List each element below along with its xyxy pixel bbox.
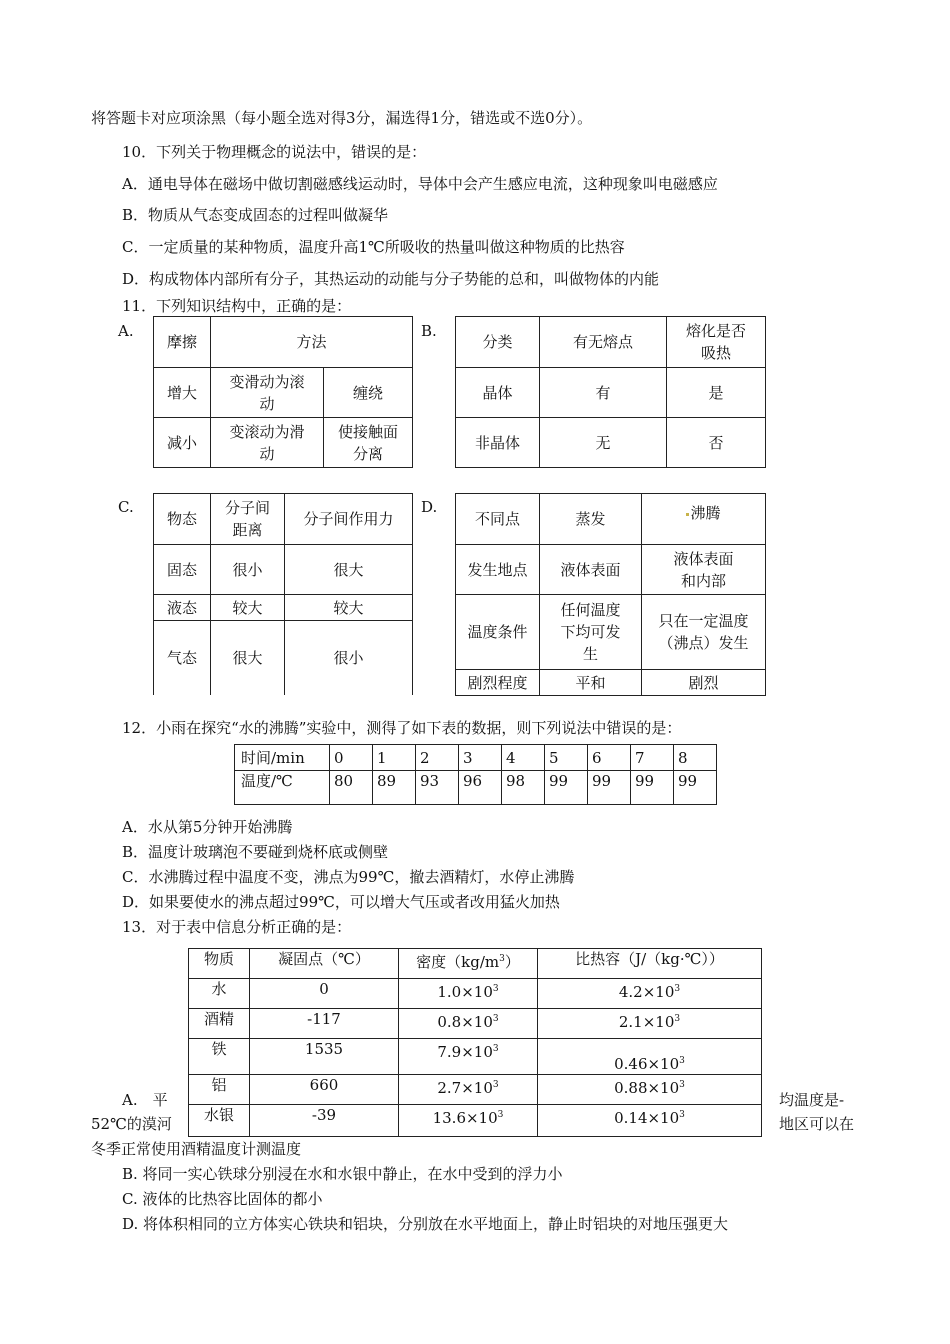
cell: 很大 — [285, 545, 413, 595]
cell: 99 — [674, 771, 717, 805]
q10-option-c: C．一定质量的某种物质，温度升高1℃所吸收的热量叫做这种物质的比热容 — [122, 238, 625, 256]
cell: 气态 — [154, 621, 211, 695]
q13-option-a-left2: 52℃的漠河 — [91, 1115, 172, 1133]
cell: 93 — [416, 771, 459, 805]
q12-stem: 12．小雨在探究“水的沸腾”实验中，测得了如下表的数据，则下列说法中错误的是： — [122, 719, 682, 737]
cell: 5 — [545, 745, 588, 771]
cell: 很大 — [211, 621, 285, 695]
cell: 凝固点（℃） — [250, 949, 399, 979]
cell: 80 — [330, 771, 373, 805]
cell: 分类 — [456, 317, 540, 368]
cell: $0.46\times 10^3$ — [538, 1039, 762, 1075]
cell: 液体表面 — [540, 545, 642, 595]
cell: 减小 — [154, 418, 211, 468]
cell: 6 — [588, 745, 631, 771]
q13-option-b: B. 将同一实心铁球分别浸在水和水银中静止，在水中受到的浮力小 — [122, 1165, 563, 1183]
q10-option-b: B．物质从气态变成固态的过程叫做凝华 — [122, 206, 389, 224]
cell: 98 — [502, 771, 545, 805]
cell: $2.7\times 10^3$ — [399, 1075, 538, 1105]
cell: 蒸发 — [540, 494, 642, 545]
q13-data-table — [188, 948, 762, 1137]
q12-data-table — [234, 744, 717, 805]
cell: 否 — [667, 418, 766, 468]
cell: 变滚动为滑 动 — [211, 418, 324, 468]
instruction-text: 将答题卡对应项涂黑（每小题全选对得3分，漏选得1分，错选或不选0分）。 — [91, 109, 593, 127]
cell: $0.88\times 10^3$ — [538, 1075, 762, 1105]
q12-option-a: A．水从第5分钟开始沸腾 — [122, 818, 293, 836]
q11-label-d: D. — [421, 498, 438, 516]
q10-option-d: D．构成物体内部所有分子，其热运动的动能与分子势能的总和，叫做物体的内能 — [122, 270, 660, 288]
cell: 变滑动为滚 动 — [211, 368, 324, 418]
cell: 时间/min — [235, 745, 330, 771]
q10-stem: 10．下列关于物理概念的说法中，错误的是： — [122, 143, 427, 161]
cell: 89 — [373, 771, 416, 805]
cell: 缠绕 — [324, 368, 413, 418]
q11-label-a: A. — [118, 322, 134, 340]
cell: $1.0\times 10^3$ — [399, 979, 538, 1009]
cell: 温度/℃ — [235, 771, 330, 805]
cell: 液体表面 和内部 — [642, 545, 766, 595]
q13-option-c: C. 液体的比热容比固体的都小 — [122, 1190, 323, 1208]
cell: 晶体 — [456, 368, 540, 418]
cell: 水银 — [189, 1105, 250, 1137]
cell: 只在一定温度 （沸点）发生 — [642, 595, 766, 670]
cell: 发生地点 — [456, 545, 540, 595]
cell: 铁 — [189, 1039, 250, 1075]
q12-option-d: D．如果要使水的沸点超过99℃，可以增大气压或者改用猛火加热 — [122, 893, 560, 911]
cell: 温度条件 — [456, 595, 540, 670]
cell: 有无熔点 — [540, 317, 667, 368]
cell: 密度$(kg/m^3)$ — [399, 949, 538, 979]
cell: 液态 — [154, 595, 211, 621]
cell: 很小 — [211, 545, 285, 595]
cell: 3 — [459, 745, 502, 771]
cell: 无 — [540, 418, 667, 468]
cell: 较大 — [285, 595, 413, 621]
cell: 96 — [459, 771, 502, 805]
cell: $2.1\times 10^3$ — [538, 1009, 762, 1039]
cell: 熔化是否 吸热 — [667, 317, 766, 368]
cell: 较大 — [211, 595, 285, 621]
cell: 660 — [250, 1075, 399, 1105]
q13-option-a-left: A. 平 — [122, 1091, 168, 1109]
cell: 固态 — [154, 545, 211, 595]
cell: 方法 — [211, 317, 413, 368]
q13-option-a-right2: 地区可以在 — [779, 1115, 855, 1133]
cell: 8 — [674, 745, 717, 771]
cell: 物态 — [154, 494, 211, 545]
cell: $13.6\times 10^3$ — [399, 1105, 538, 1137]
cell: 物质 — [189, 949, 250, 979]
q13-option-a-line3: 冬季正常使用酒精温度计测温度 — [91, 1140, 302, 1158]
cell: $0.14\times 10^3$ — [538, 1105, 762, 1137]
cell: 比热容（J/（kg·℃）） — [538, 949, 762, 979]
cell: 分子间 距离 — [211, 494, 285, 545]
cell: $7.9\times 10^3$ — [399, 1039, 538, 1075]
cell: 铝 — [189, 1075, 250, 1105]
cell: 0 — [250, 979, 399, 1009]
cell: 1 — [373, 745, 416, 771]
cell: $4.2\times 10^3$ — [538, 979, 762, 1009]
cell: -39 — [250, 1105, 399, 1137]
q13-stem: 13．对于表中信息分析正确的是： — [122, 918, 352, 936]
cell: 99 — [631, 771, 674, 805]
cell: $0.8\times 10^3$ — [399, 1009, 538, 1039]
cell: 平和 — [540, 670, 642, 696]
q11-stem: 11．下列知识结构中，正确的是： — [122, 297, 352, 315]
cell: 不同点 — [456, 494, 540, 545]
q11-label-b: B. — [421, 322, 437, 340]
cell: 99 — [588, 771, 631, 805]
q12-option-c: C．水沸腾过程中温度不变，沸点为99℃，撤去酒精灯，水停止沸腾 — [122, 868, 575, 886]
q11-table-a — [153, 316, 413, 468]
cell: 2 — [416, 745, 459, 771]
cell: 剧烈程度 — [456, 670, 540, 696]
q11-table-c — [153, 493, 413, 695]
cell: 4 — [502, 745, 545, 771]
cell: 使接触面 分离 — [324, 418, 413, 468]
cell: 酒精 — [189, 1009, 250, 1039]
cell: 水 — [189, 979, 250, 1009]
cell: 有 — [540, 368, 667, 418]
cell: 任何温度 下均可发 生 — [540, 595, 642, 670]
cell: 是 — [667, 368, 766, 418]
q13-option-d: D. 将体积相同的立方体实心铁块和铝块，分别放在水平地面上，静止时铝块的对地压强更大 — [122, 1215, 729, 1233]
cell: 1535 — [250, 1039, 399, 1075]
q11-table-d — [455, 493, 766, 696]
q13-option-a-right: 均温度是- — [779, 1091, 845, 1109]
cell: 沸腾 — [642, 494, 766, 545]
cell: 很小 — [285, 621, 413, 695]
cell: 剧烈 — [642, 670, 766, 696]
cell: 99 — [545, 771, 588, 805]
q10-option-a: A．通电导体在磁场中做切割磁感线运动时，导体中会产生感应电流，这种现象叫电磁感应 — [122, 175, 718, 193]
cell: -117 — [250, 1009, 399, 1039]
cell: 非晶体 — [456, 418, 540, 468]
q11-table-b — [455, 316, 766, 468]
cell: 分子间作用力 — [285, 494, 413, 545]
cell: 7 — [631, 745, 674, 771]
q12-option-b: B．温度计玻璃泡不要碰到烧杯底或侧壁 — [122, 843, 389, 861]
cell: 增大 — [154, 368, 211, 418]
cell: 0 — [330, 745, 373, 771]
cell: 摩擦 — [154, 317, 211, 368]
q11-label-c: C. — [118, 498, 134, 516]
